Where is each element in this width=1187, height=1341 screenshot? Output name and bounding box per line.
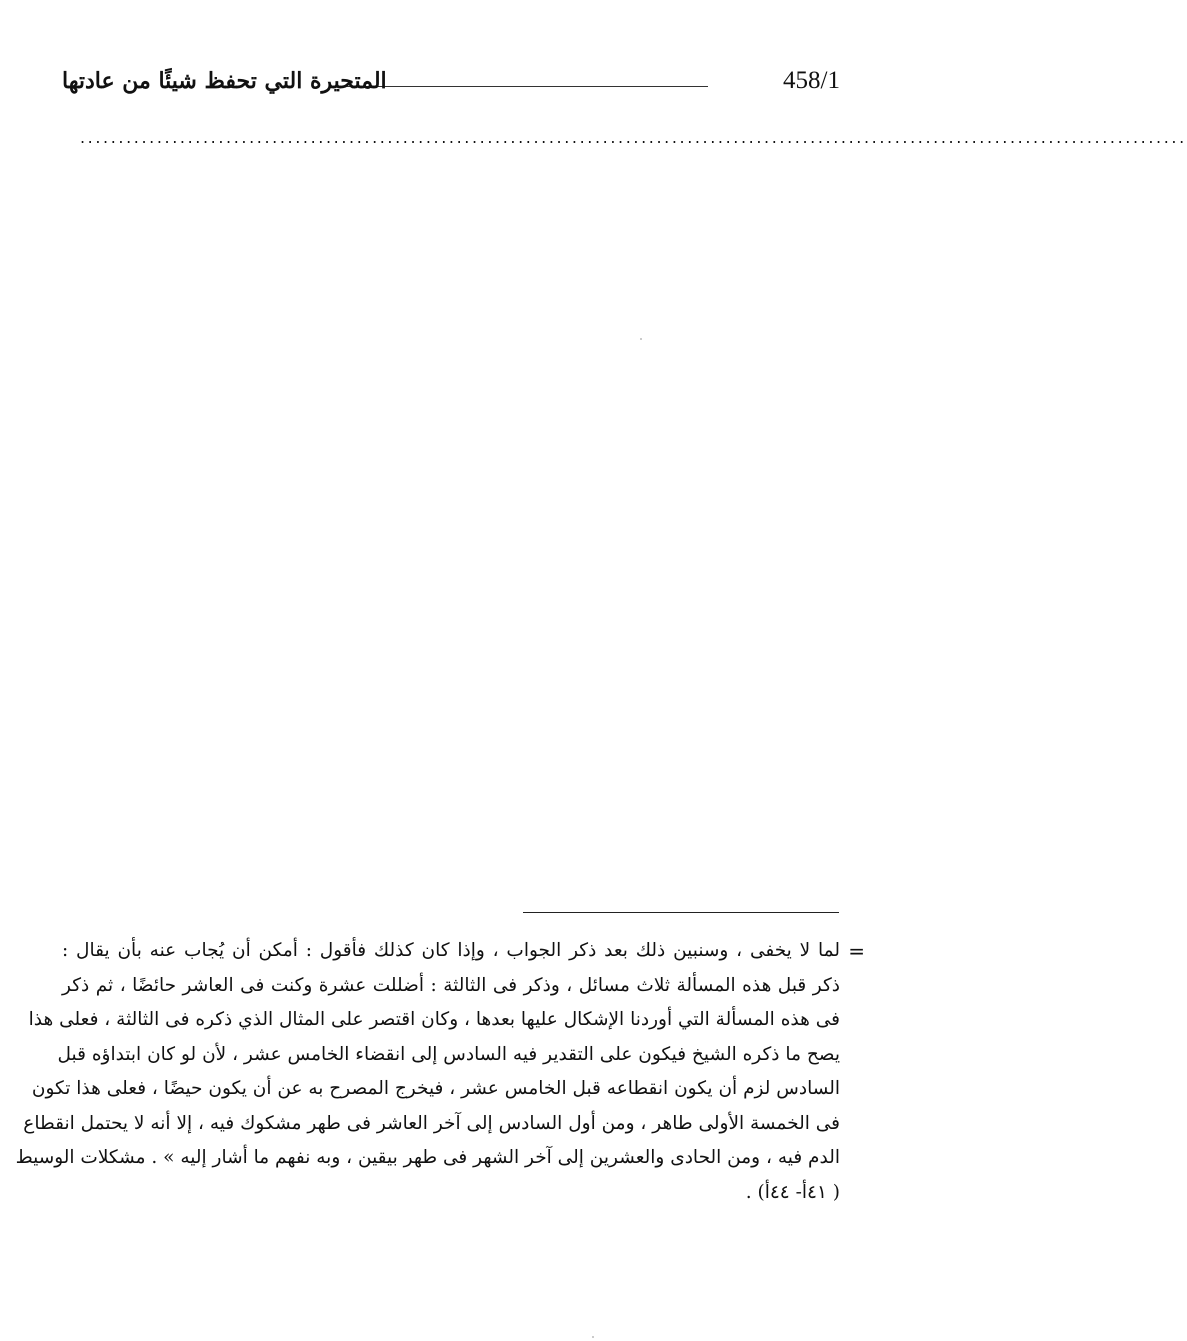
page-number: 458/1 xyxy=(783,67,840,94)
dotted-separator: ................................................................................................................................................ xyxy=(80,128,1187,147)
footnote-line: ( ٤١أ- ٤٤أ) . xyxy=(745,1181,840,1203)
scan-speck xyxy=(592,1336,594,1338)
scan-speck xyxy=(640,338,642,340)
footnote-block xyxy=(15,934,840,1210)
footnote-line: فى هذه المسألة التي أوردنا الإشكال عليها بعدها ، وكان اقتصر على المثال الذي ذكره فى الثالثة ، فعلى هذا xyxy=(28,1009,840,1030)
footnote-line: السادس لزم أن يكون انقطاعه قبل الخامس عشر ، فيخرج المصرح به عن أن يكون حيضًا ، فعلى هذا تكون xyxy=(31,1078,840,1099)
running-header xyxy=(62,64,840,104)
running-title: المتحيرة التي تحفظ شيئًا من عادتها xyxy=(62,68,387,94)
footnote-line: الدم فيه ، ومن الحادى والعشرين إلى آخر الشهر فى طهر بيقين ، وبه نفهم ما أشار إليه » . مشكلات الوسيط xyxy=(15,1147,840,1168)
footnote-line: يصح ما ذكره الشيخ فيكون على التقدير فيه السادس إلى انقضاء الخامس عشر ، لأن لو كان ابتداؤه قبل xyxy=(57,1043,840,1065)
header-rule xyxy=(340,86,708,87)
footnote-line: فى الخمسة الأولى طاهر ، ومن أول السادس إلى آخر العاشر فى طهر مشكوك فيه ، إلا أنه لا يحتمل انقطاع xyxy=(23,1112,840,1134)
footnote-line: ذكر قبل هذه المسألة ثلاث مسائل ، وذكر فى الثالثة : أضللت عشرة وكنت فى العاشر حائضًا ، ثم ذكر xyxy=(62,974,840,996)
footnote-line: لما لا يخفى ، وسنبين ذلك بعد ذكر الجواب ، وإذا كان كذلك فأقول : أمكن أن يُجاب عنه بأن يقال : xyxy=(62,940,840,961)
footnote-continuation-mark: = xyxy=(848,939,865,963)
footnote-rule xyxy=(523,912,839,913)
